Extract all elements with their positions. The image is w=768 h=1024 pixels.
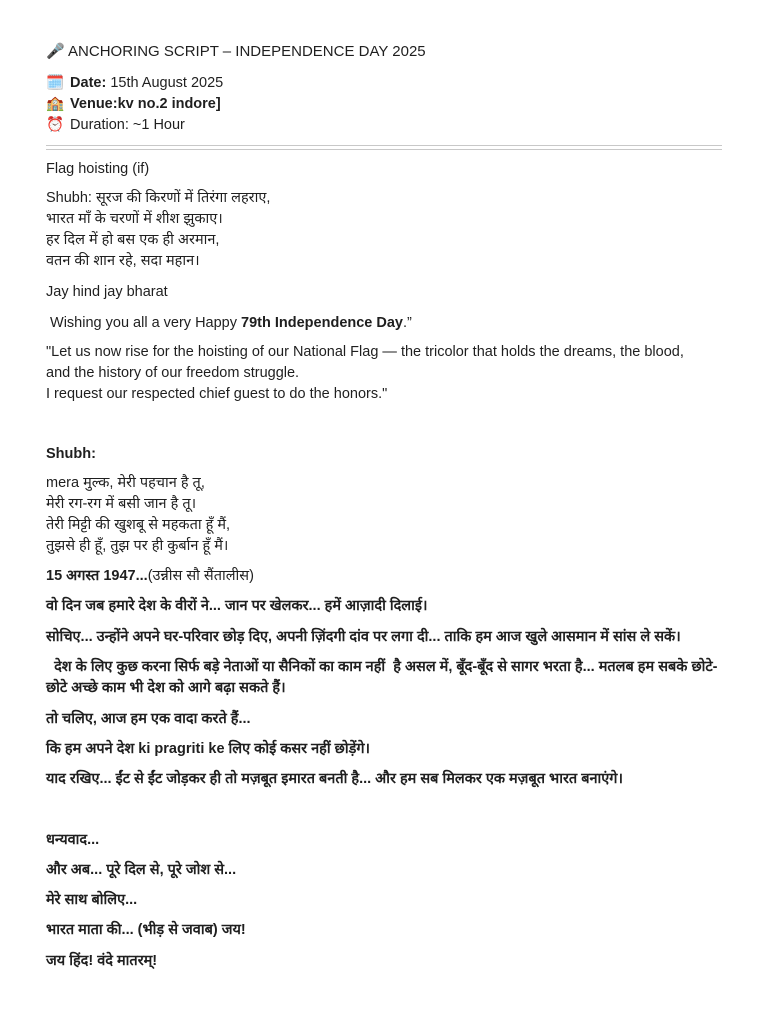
horizontal-divider <box>46 145 722 150</box>
date-label: Date: <box>70 75 107 91</box>
venue-line <box>46 95 221 112</box>
duration-line <box>46 116 185 133</box>
poem-line: Shubh: सूरज की किरणों में तिरंगा लहराए, <box>46 190 271 206</box>
poem-line: मेरी रग-रग में बसी जान है तू। <box>46 496 197 512</box>
speech-line: सोचिए... उन्होंने अपने घर-परिवार छोड़ दिए, अपनी ज़िंदगी दांव पर लगा दी... ताकि हम आज खुले आसमान में सांस ले सकें। <box>46 629 681 645</box>
poem-line: वतन की शान रहे, सदा महान। <box>46 253 200 269</box>
wish-line <box>46 313 736 334</box>
speech-line: कि हम अपने देश ki pragriti ke लिए कोई कसर नहीं छोड़ेंगे। <box>46 741 370 757</box>
duration-text: Duration: ~1 Hour <box>70 117 185 133</box>
closing-line: और अब... पूरे दिल से, पूरे जोश से... <box>46 862 237 878</box>
rise-paragraph: "Let us now rise for the hoisting of our National Flag — the tricolor that holds the dreams, the blood, and the history of our freedom struggle. <box>46 344 684 381</box>
venue-text: Venue:kv no.2 indore] <box>70 96 221 112</box>
wish-bold: 79th Independence Day <box>241 315 403 331</box>
poem-line: तेरी मिट्टी की खुशबू से महकता हूँ मैं, <box>46 517 231 533</box>
title-text: ANCHORING SCRIPT – INDEPENDENCE DAY 2025 <box>68 43 426 60</box>
speech-line: तो चलिए, आज हम एक वादा करते हैं... <box>46 711 251 727</box>
date-1947-line <box>46 566 736 587</box>
shubh-label: Shubh: <box>46 446 96 462</box>
closing-line: मेरे साथ बोलिए... <box>46 892 138 908</box>
wish-suffix: .” <box>403 315 412 331</box>
request-line: I request our respected chief guest to do the honors." <box>46 386 388 402</box>
closing-line: जय हिंद! वंदे मातरम्! <box>46 953 158 969</box>
date-1947-rest: (उन्नीस सौ सैंतालीस) <box>147 568 254 584</box>
date-value: 15th August 2025 <box>110 75 224 91</box>
speech-line: याद रखिए... ईंट से ईंट जोड़कर ही तो मज़बूत इमारत बनती है... और हम सब मिलकर एक मज़बूत भारत बनाएंगे। <box>46 771 623 787</box>
poem-line: mera मुल्क, मेरी पहचान है तू, <box>46 475 205 491</box>
poem-line: भारत माँ के चरणों में शीश झुकाए। <box>46 211 223 227</box>
closing-line: भारत माता की... (भीड़ से जवाब) जय! <box>46 922 246 938</box>
microphone-icon: 🎤 <box>46 43 65 60</box>
speech-line: देश के लिए कुछ करना सिर्फ बड़े नेताओं या सैनिकों का काम नहीं है असल में, बूँद-बूँद से सागर भरता है... मतलब हम सबके छोटे-छोटे अच्छे काम भी देश को आगे बढ़ा सकते हैं। <box>46 659 718 696</box>
flag-hoisting-text: Flag hoisting (if) <box>46 161 150 177</box>
poem-line: तुझसे ही हूँ, तुझ पर ही कुर्बान हूँ मैं। <box>46 538 229 554</box>
date-line <box>46 74 223 91</box>
school-icon: 🏫 <box>46 96 65 112</box>
script-title <box>46 42 426 60</box>
calendar-icon: 🗓️ <box>46 75 65 91</box>
speech-line: वो दिन जब हमारे देश के वीरों ने... जान पर खेलकर... हमें आज़ादी दिलाई। <box>46 598 428 614</box>
closing-line: धन्यवाद... <box>46 832 100 848</box>
alarm-clock-icon: ⏰ <box>46 117 65 133</box>
poem-line: हर दिल में हो बस एक ही अरमान, <box>46 232 220 248</box>
date-1947-bold: 15 अगस्त 1947... <box>46 568 148 584</box>
jay-hind-text: Jay hind jay bharat <box>46 284 168 300</box>
wish-prefix: Wishing you all a very Happy <box>46 315 242 331</box>
